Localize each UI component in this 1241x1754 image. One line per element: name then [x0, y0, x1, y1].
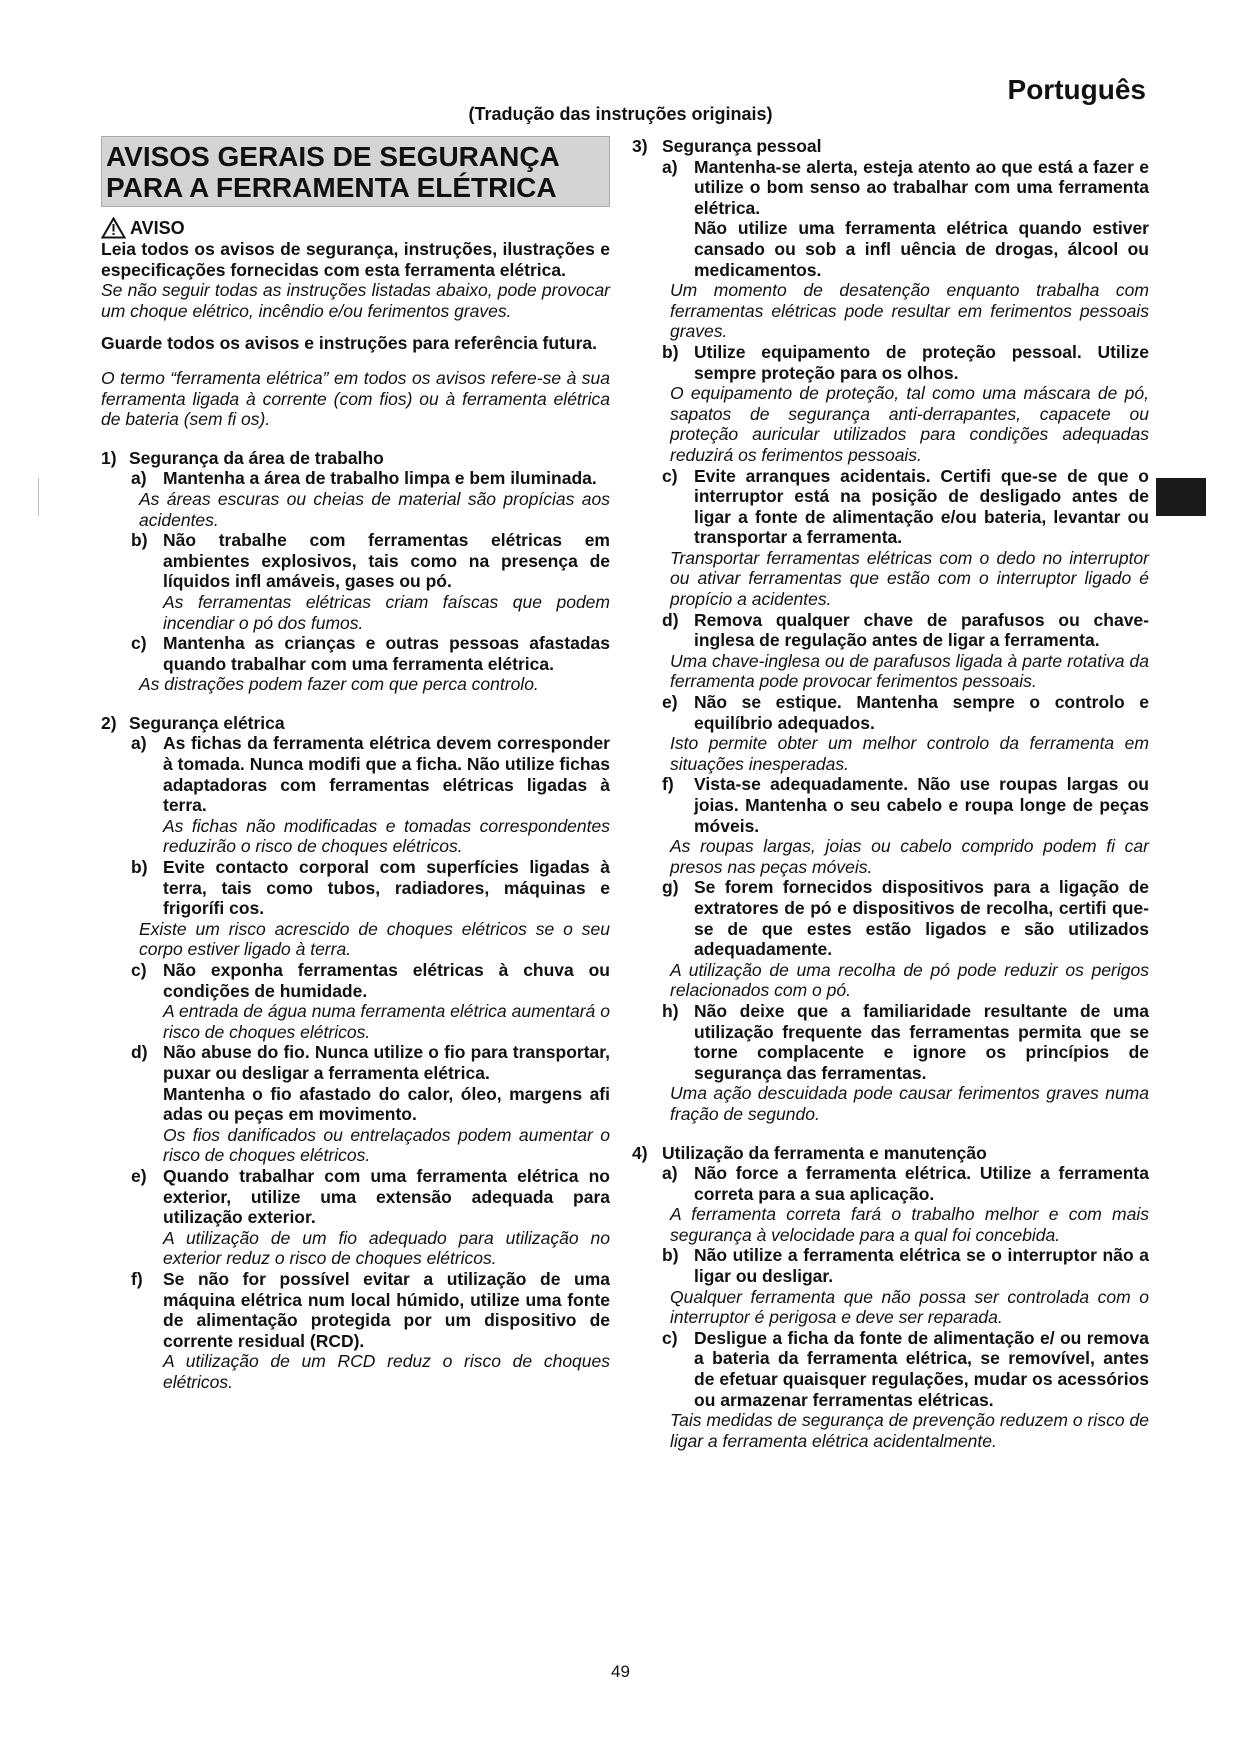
list-item — [101, 633, 610, 674]
page-title: AVISOS GERAIS DE SEGURANÇA PARA A FERRAMENTA ELÉTRICA — [101, 136, 610, 207]
item-label: d) — [131, 1042, 148, 1063]
item-text: Não utilize a ferramenta elétrica se o interruptor não a ligar ou desligar. — [694, 1245, 1149, 1287]
list-item — [632, 466, 1149, 548]
section-title: Segurança pessoal — [662, 136, 822, 156]
section-title: Utilização da ferramenta e manutenção — [662, 1142, 987, 1163]
item-label: c) — [662, 1327, 678, 1348]
item-text: Não trabalhe com ferramentas elétricas em ambientes explosivos, tais como na presença de líquidos infl amáveis, gases ou pó. — [163, 530, 610, 592]
translation-note: (Tradução das instruções originais) — [468, 104, 773, 124]
item-text-2: Não utilize uma ferramenta elétrica quando estiver cansado ou sob a infl uência de drogas, álcool ou medicamentos. — [694, 218, 1149, 280]
intro-term: O termo “ferramenta elétrica” em todos os avisos refere-se à sua ferramenta ligada à corrente (com fios) ou à ferramenta elétrica de bateria (sem fi os). — [101, 367, 610, 430]
section-num: 4) — [632, 1142, 648, 1163]
intro-italic: Se não seguir todas as instruções listadas abaixo, pode provocar um choque elétrico, incêndio e/ou ferimentos graves. — [101, 280, 610, 321]
list-item — [632, 1163, 1149, 1204]
item-label: e) — [662, 692, 678, 713]
item-text: Evite contacto corporal com superfícies ligadas à terra, tais como tubos, radiadores, máquinas e frigorífi cos. — [163, 857, 610, 919]
item-note: Tais medidas de segurança de prevenção reduzem o risco de ligar a ferramenta elétrica acidentalmente. — [670, 1410, 1149, 1451]
list-item — [101, 960, 610, 1001]
list-item — [101, 1166, 610, 1228]
list-item — [632, 774, 1149, 836]
section-title: Segurança elétrica — [129, 712, 285, 733]
item-text-2: Mantenha o fio afastado do calor, óleo, margens afi adas ou peças em movimento. — [163, 1083, 610, 1125]
item-note: Um momento de desatenção enquanto trabalha com ferramentas elétricas pode resultar em ferimentos pessoais graves. — [670, 280, 1149, 342]
list-item — [632, 692, 1149, 733]
section-3-heading — [632, 136, 1149, 157]
item-note: Os fios danificados ou entrelaçados podem aumentar o risco de choques elétricos. — [163, 1124, 610, 1166]
item-label: c) — [131, 633, 147, 654]
item-label: b) — [131, 857, 148, 878]
item-label: f) — [662, 774, 674, 795]
section-num: 2) — [101, 712, 117, 733]
section-num: 3) — [632, 136, 648, 156]
item-label: b) — [131, 530, 148, 551]
item-note: A ferramenta correta fará o trabalho melhor e com mais segurança à velocidade para a qual foi concebida. — [670, 1204, 1149, 1245]
item-label: a) — [662, 1163, 678, 1184]
item-note: As distrações podem fazer com que perca controlo. — [139, 674, 539, 695]
language-label: Português — [1007, 74, 1146, 105]
item-text: Quando trabalhar com uma ferramenta elétrica no exterior, utilize uma extensão adequada para utilização exterior. — [163, 1165, 610, 1228]
margin-mark — [38, 478, 39, 516]
item-note: As fichas não modificadas e tomadas correspondentes reduzirão o risco de choques elétricos. — [163, 815, 610, 857]
list-item — [632, 610, 1149, 651]
item-label: f) — [131, 1268, 143, 1289]
item-note: Qualquer ferramenta que não possa ser controlada com o interruptor é perigosa e deve ser reparada. — [670, 1286, 1149, 1328]
item-text: Utilize equipamento de proteção pessoal. Utilize sempre proteção para os olhos. — [694, 341, 1149, 383]
item-label: c) — [662, 465, 678, 486]
item-text: Remova qualquer chave de parafusos ou chave-inglesa de regulação antes de ligar a ferramenta. — [694, 609, 1149, 651]
list-item — [632, 157, 1149, 219]
list-item — [632, 1245, 1149, 1286]
item-note: Transportar ferramentas elétricas com o dedo no interruptor ou ativar ferramentas que estão com o interruptor ligado é propício a acidentes. — [670, 547, 1149, 610]
item-label: c) — [131, 960, 147, 980]
list-item — [101, 1269, 610, 1351]
section-num: 1) — [101, 447, 117, 468]
warning-label: AVISO — [130, 217, 185, 238]
intro-keep: Guarde todos os avisos e instruções para referência futura. — [101, 333, 597, 354]
item-label: a) — [131, 733, 147, 754]
list-item — [101, 468, 610, 489]
item-note: As áreas escuras ou cheias de material são propícias aos acidentes. — [139, 488, 610, 530]
item-text: Se forem fornecidos dispositivos para a ligação de extratores de pó e dispositivos de recolha, certifi que-se de que estes estão ligados e são utilizados adequadamente. — [694, 877, 1149, 960]
section-1-heading — [101, 448, 610, 469]
section-2-heading — [101, 713, 610, 734]
warning-heading — [101, 217, 610, 239]
warning-triangle-icon — [101, 217, 126, 239]
intro-bold: Leia todos os avisos de segurança, instruções, ilustrações e especificações fornecidas com esta ferramenta elétrica. — [101, 239, 610, 280]
item-note: Isto permite obter um melhor controlo da ferramenta em situações inesperadas. — [670, 733, 1149, 774]
item-text: Desligue a ficha da fonte de alimentação e/ ou remova a bateria da ferramenta elétrica, se removível, antes de efetuar quaisquer regulações, mudar os acessórios ou armazenar ferramentas elétricas. — [694, 1327, 1149, 1410]
item-note: A utilização de uma recolha de pó pode reduzir os perigos relacionados com o pó. — [670, 959, 1149, 1001]
right-column — [632, 136, 1149, 1451]
item-text: Não deixe que a familiaridade resultante de uma utilização frequente das ferramentas permita que se torne complacente e ignore os princípios de segurança das ferramentas. — [694, 1000, 1149, 1083]
list-item — [632, 877, 1149, 959]
item-label: b) — [662, 1245, 679, 1266]
item-note: As ferramentas elétricas criam faíscas que podem incendiar o pó dos fumos. — [163, 591, 610, 633]
item-note: Existe um risco acrescido de choques elétricos se o seu corpo estiver ligado à terra. — [139, 918, 610, 960]
list-item — [101, 857, 610, 919]
section-4-heading — [632, 1143, 1149, 1164]
item-note: Uma chave-inglesa ou de parafusos ligada à parte rotativa da ferramenta pode provocar ferimentos pessoais. — [670, 650, 1149, 692]
item-label: g) — [662, 877, 679, 898]
list-item — [632, 342, 1149, 383]
page-number: 49 — [611, 1662, 630, 1681]
item-label: e) — [131, 1165, 147, 1186]
left-column — [101, 136, 610, 1392]
list-item — [632, 1328, 1149, 1410]
section-title: Segurança da área de trabalho — [129, 447, 384, 468]
item-note: A entrada de água numa ferramenta elétrica aumentará o risco de choques elétricos. — [163, 1001, 610, 1042]
item-label: h) — [662, 1000, 679, 1021]
item-text: Mantenha as crianças e outras pessoas afastadas quando trabalhar com uma ferramenta elétrica. — [163, 633, 610, 674]
item-label: b) — [662, 341, 679, 362]
list-item — [101, 1042, 610, 1083]
item-note: O equipamento de proteção, tal como uma máscara de pó, sapatos de segurança anti-derrapantes, capacete ou proteção auricular utilizados para condições adequadas reduzirá os ferimentos pessoais. — [670, 383, 1149, 465]
item-text: Não force a ferramenta elétrica. Utilize a ferramenta correta para a sua aplicação. — [694, 1163, 1149, 1204]
item-text: Mantenha-se alerta, esteja atento ao que está a fazer e utilize o bom senso ao trabalhar com uma ferramenta elétrica. — [694, 156, 1149, 218]
item-text: As fichas da ferramenta elétrica devem corresponder à tomada. Nunca modifi que a ficha. Não utilize fichas adaptadoras com ferramentas elétricas ligadas à terra. — [163, 733, 610, 816]
item-note: As roupas largas, joias ou cabelo comprido podem fi car presos nas peças móveis. — [670, 836, 1149, 877]
item-text: Não exponha ferramentas elétricas à chuva ou condições de humidade. — [163, 960, 610, 1001]
item-label: a) — [131, 468, 147, 489]
item-text: Vista-se adequadamente. Não use roupas largas ou joias. Mantenha o seu cabelo e roupa longe de peças móveis. — [694, 774, 1149, 836]
item-text: Não abuse do fio. Nunca utilize o fio para transportar, puxar ou desligar a ferramenta elétrica. — [163, 1042, 610, 1083]
item-note: A utilização de um RCD reduz o risco de choques elétricos. — [163, 1351, 610, 1392]
list-item — [101, 733, 610, 815]
item-text: Se não for possível evitar a utilização de uma máquina elétrica num local húmido, utilize uma fonte de alimentação protegida por um dispositivo de corrente residual (RCD). — [163, 1268, 610, 1351]
item-text: Mantenha a área de trabalho limpa e bem iluminada. — [163, 468, 597, 489]
item-text: Não se estique. Mantenha sempre o controlo e equilíbrio adequados. — [694, 692, 1149, 733]
item-text: Evite arranques acidentais. Certifi que-se de que o interruptor está na posição de desligado antes de ligar a fonte de alimentação e/ou bateria, levantar ou transportar a ferramenta. — [694, 465, 1149, 548]
item-label: d) — [662, 609, 679, 630]
list-item — [101, 530, 610, 592]
list-item — [632, 1001, 1149, 1083]
item-label: a) — [662, 156, 678, 177]
item-note: Uma ação descuidada pode causar ferimentos graves numa fração de segundo. — [670, 1083, 1149, 1124]
language-thumb-tab — [1156, 478, 1206, 516]
item-note: A utilização de um fio adequado para utilização no exterior reduz o risco de choques elétricos. — [163, 1227, 610, 1269]
